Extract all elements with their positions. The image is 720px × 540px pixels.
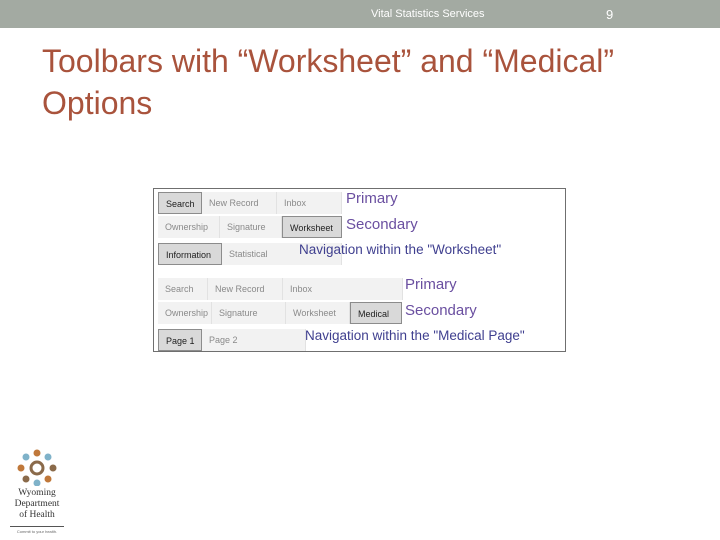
med-nav-label: Navigation within the "Medical Page" bbox=[305, 328, 525, 343]
logo-text: Wyoming Department of Health bbox=[14, 488, 60, 520]
ws-nav-label: Navigation within the "Worksheet" bbox=[299, 242, 502, 257]
tab-statistical[interactable]: Statistical bbox=[222, 243, 342, 265]
tab-page-1[interactable]: Page 1 bbox=[158, 329, 202, 351]
tab-search[interactable]: Search bbox=[158, 192, 202, 214]
toolbar-screenshot bbox=[153, 188, 566, 352]
header-title: Vital Statistics Services bbox=[371, 8, 485, 20]
med-primary-toolbar bbox=[158, 278, 403, 300]
slide-title: Toolbars with “Worksheet” and “Medical” Options bbox=[42, 43, 615, 121]
tab-new-record[interactable]: New Record bbox=[208, 278, 283, 300]
tab-information[interactable]: Information bbox=[158, 243, 222, 265]
tab-signature[interactable]: Signature bbox=[212, 302, 286, 324]
logo-divider bbox=[10, 526, 64, 527]
ws-primary-label: Primary bbox=[346, 190, 398, 207]
tab-page-2[interactable]: Page 2 bbox=[202, 329, 306, 351]
tab-new-record[interactable]: New Record bbox=[202, 192, 277, 214]
ws-secondary-label: Secondary bbox=[346, 216, 418, 233]
tab-worksheet[interactable]: Worksheet bbox=[286, 302, 350, 324]
med-nav-toolbar bbox=[158, 329, 306, 351]
med-secondary-toolbar bbox=[158, 302, 402, 324]
tab-worksheet[interactable]: Worksheet bbox=[282, 216, 342, 238]
logo-tagline: Commit to your health. bbox=[16, 529, 58, 534]
med-primary-label: Primary bbox=[405, 276, 457, 293]
slide-header-bar bbox=[0, 0, 720, 28]
tab-inbox[interactable]: Inbox bbox=[283, 278, 403, 300]
tab-medical[interactable]: Medical bbox=[350, 302, 402, 324]
wyoming-health-logo bbox=[4, 448, 70, 536]
tab-search[interactable]: Search bbox=[158, 278, 208, 300]
page-number: 9 bbox=[606, 7, 614, 22]
tab-inbox[interactable]: Inbox bbox=[277, 192, 342, 214]
tab-signature[interactable]: Signature bbox=[220, 216, 282, 238]
ws-secondary-toolbar bbox=[158, 216, 342, 238]
people-circle-icon bbox=[14, 448, 60, 486]
med-secondary-label: Secondary bbox=[405, 302, 477, 319]
ws-primary-toolbar bbox=[158, 192, 342, 214]
tab-ownership[interactable]: Ownership bbox=[158, 216, 220, 238]
tab-ownership[interactable]: Ownership bbox=[158, 302, 212, 324]
